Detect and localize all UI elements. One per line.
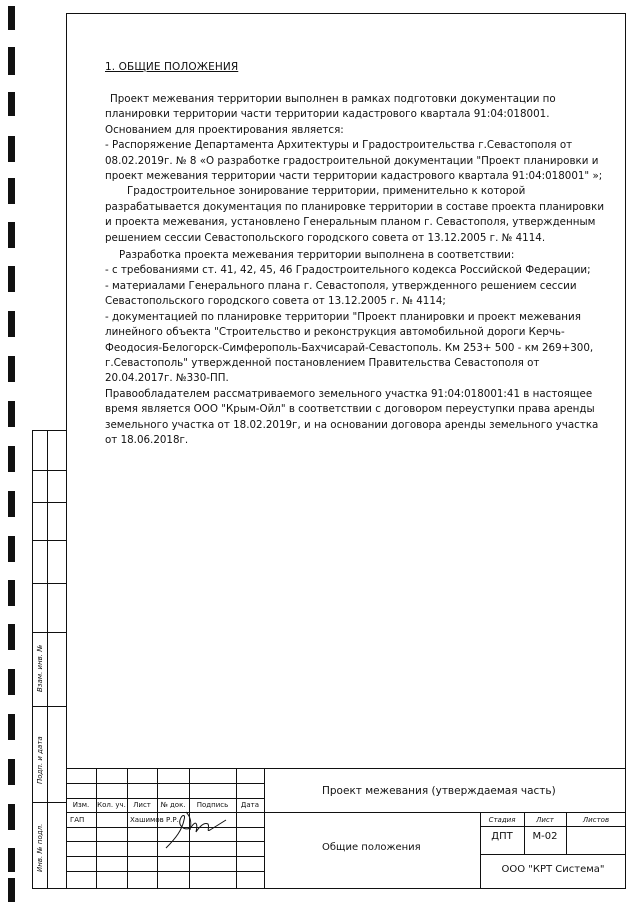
tb-header: Кол. уч. bbox=[97, 801, 126, 809]
binding-mark bbox=[8, 878, 15, 902]
paragraph: Градостроительное зонирование территории, применительно к которой разрабатывается документация по планировке территории в составе проекта планировки и проекта межевания, установлено Генеральным планом г. Севастополя, утвержденным решением сессии Севастопольского городского совета от 13.12.2005 г. № 4114. bbox=[105, 185, 605, 244]
tb-hline bbox=[480, 826, 626, 827]
binding-mark bbox=[8, 536, 15, 562]
binding-mark bbox=[8, 759, 15, 785]
binding-mark bbox=[8, 848, 15, 872]
binding-mark bbox=[8, 356, 15, 382]
side-strip-line bbox=[32, 706, 66, 707]
paragraph: - документацией по планировке территории "Проект планировки и проект межевания линейного объекта "Строительство и реконструкция автомобильной дороги Керчь-Феодосия-Белогорск-Симферополь-Бахчисарай-Севастополь. Км 253+ 500 - км 269+300, г.Севастополь" утвержденной постановлением Правительства Севастополя от 20.04.2017г. №330-ПП. bbox=[105, 310, 594, 385]
paragraph: - с требованиями ст. 41, 42, 45, 46 Градостроительного кодекса Российской Федерации; bbox=[105, 264, 591, 277]
paragraph: - Распоряжение Департамента Архитектуры и Градостроительства г.Севастополя от 08.02.2019г. № 8 «О разработке градостроительной документации "Проект планировки и проект межевания территории части территории кадастрового квартала 91:04:018001" »; bbox=[105, 139, 603, 183]
sheet-value: М-02 bbox=[532, 831, 558, 842]
tb-header: Подпись bbox=[196, 801, 229, 809]
side-strip-line bbox=[32, 632, 66, 633]
binding-mark bbox=[8, 136, 15, 162]
side-strip-line bbox=[32, 583, 66, 584]
tb-role: ГАП bbox=[70, 816, 85, 824]
binding-mark bbox=[8, 222, 15, 248]
side-label-vzam: Взам. инв. № bbox=[36, 644, 44, 692]
tb-hline bbox=[66, 812, 626, 813]
stage-label: Стадия bbox=[488, 816, 516, 824]
signature-icon bbox=[162, 808, 234, 852]
binding-mark bbox=[8, 491, 15, 517]
side-strip-divider bbox=[47, 430, 48, 889]
tb-header: Лист bbox=[133, 801, 151, 809]
tb-person: Хашимов Р.Р. bbox=[130, 816, 179, 824]
tb-hline bbox=[66, 783, 264, 784]
binding-mark bbox=[8, 804, 15, 830]
paragraph: Проект межевания территории выполнен в рамках подготовки документации по планировки территории части территории кадастрового квартала 91:04:018001. Основанием для проектирования является: bbox=[105, 93, 556, 136]
company-name: ООО "КРТ Система" bbox=[501, 864, 605, 875]
side-strip-line bbox=[32, 502, 66, 503]
tb-hline bbox=[66, 798, 264, 799]
binding-mark bbox=[8, 266, 15, 292]
body-text bbox=[105, 92, 605, 448]
stage-value: ДПТ bbox=[491, 831, 513, 842]
side-strip-line bbox=[32, 540, 66, 541]
paragraph: Правообладателем рассматриваемого земельного участка 91:04:018001:41 в настоящее время является ООО "Крым-Ойл" в соответствии с договором переуступки права аренды земельного участка от 18.02.2019г, и на основании договора аренды земельного участка от 18.06.2018г. bbox=[105, 387, 599, 446]
tb-vline bbox=[264, 768, 265, 889]
binding-mark bbox=[8, 714, 15, 740]
sheets-label: Листов bbox=[582, 816, 610, 824]
binding-mark bbox=[8, 401, 15, 427]
sheet-title: Общие положения bbox=[322, 842, 421, 853]
side-strip-line bbox=[32, 470, 66, 471]
project-title: Проект межевания (утверждаемая часть) bbox=[322, 785, 556, 797]
binding-mark bbox=[8, 178, 15, 204]
side-label-inv: Инв. № подл. bbox=[36, 823, 44, 872]
binding-mark bbox=[8, 6, 15, 30]
binding-mark bbox=[8, 311, 15, 337]
tb-hline bbox=[66, 856, 264, 857]
tb-header: № док. bbox=[160, 801, 186, 809]
side-strip-line bbox=[32, 802, 66, 803]
paragraph: Разработка проекта межевания территории выполнена в соответствии: bbox=[119, 249, 515, 262]
section-title: 1. ОБЩИЕ ПОЛОЖЕНИЯ bbox=[105, 61, 239, 73]
binding-mark bbox=[8, 669, 15, 695]
sheet-label: Лист bbox=[536, 816, 554, 824]
tb-header: Изм. bbox=[72, 801, 90, 809]
tb-hline bbox=[480, 854, 626, 855]
side-label-podp: Подп. и дата bbox=[36, 736, 44, 784]
binding-mark bbox=[8, 624, 15, 650]
binding-mark bbox=[8, 580, 15, 606]
tb-hline bbox=[66, 871, 264, 872]
binding-mark bbox=[8, 92, 15, 116]
binding-mark bbox=[8, 446, 15, 472]
paragraph: - материалами Генерального плана г. Севастополя, утвержденного решением сессии Севастопольского городского совета от 13.12.2005 г. № 4114; bbox=[105, 279, 577, 308]
binding-mark bbox=[8, 47, 15, 75]
tb-header: Дата bbox=[240, 801, 260, 809]
